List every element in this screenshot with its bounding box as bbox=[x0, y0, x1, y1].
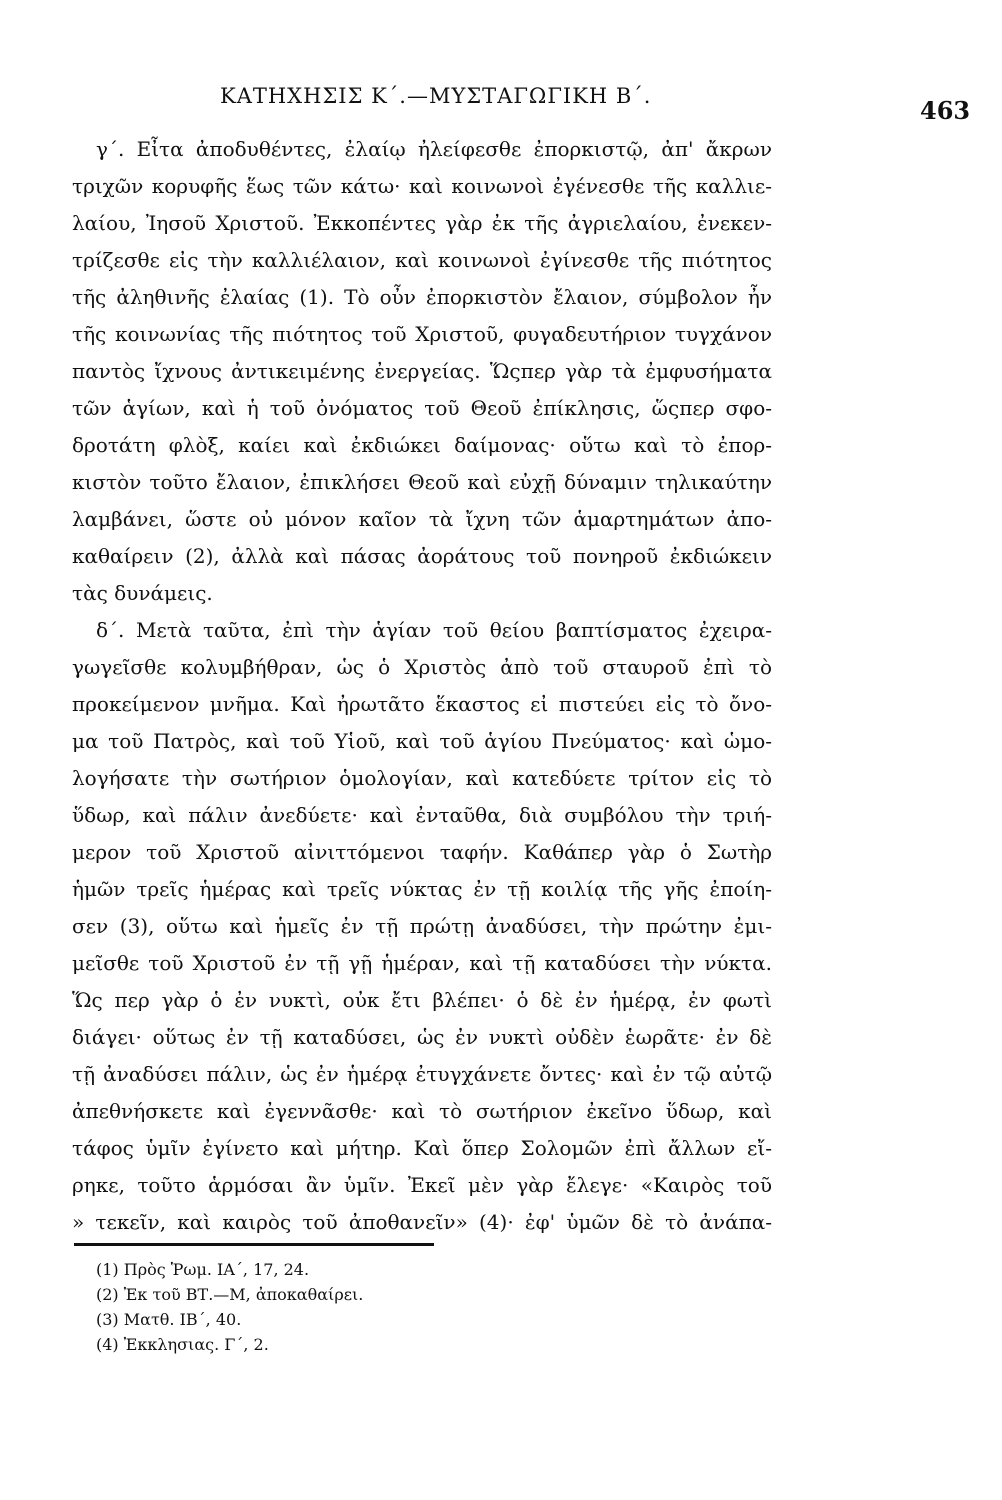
text-line: γωγεῖσθε κολυμβήθραν, ὡς ὁ Χριστὸς ἀπὸ τοῦ σταυροῦ ἐπὶ τὸ bbox=[72, 655, 772, 679]
footnote-rule bbox=[74, 1243, 434, 1246]
text-line: κιστὸν τοῦτο ἔλαιον, ἐπικλήσει Θεοῦ καὶ εὐχῇ δύναμιν τηλικαύτην bbox=[72, 470, 772, 494]
text-line: μα τοῦ Πατρὸς, καὶ τοῦ Υἱοῦ, καὶ τοῦ ἁγίου Πνεύματος· καὶ ὡμο- bbox=[72, 729, 772, 753]
text-line: » τεκεῖν, καὶ καιρὸς τοῦ ἀποθανεῖν» (4)· ἐφ' ὑμῶν δὲ τὸ ἀνάπα- bbox=[72, 1210, 772, 1234]
text-line: σεν (3), οὕτω καὶ ἡμεῖς ἐν τῇ πρώτῃ ἀναδύσει, τὴν πρώτην ἐμι- bbox=[72, 914, 772, 938]
text-line: δ΄. Μετὰ ταῦτα, ἐπὶ τὴν ἁγίαν τοῦ θείου βαπτίσματος ἐχειρα- bbox=[96, 618, 772, 642]
page-number: 463 bbox=[920, 96, 971, 125]
text-line: τῇ ἀναδύσει πάλιν, ὡς ἐν ἡμέρᾳ ἐτυγχάνετε ὄντες· καὶ ἐν τῷ αὐτῷ bbox=[72, 1062, 772, 1086]
text-line: λογήσατε τὴν σωτήριον ὁμολογίαν, καὶ κατεδύετε τρίτον εἰς τὸ bbox=[72, 766, 772, 790]
text-line: μεῖσθε τοῦ Χριστοῦ ἐν τῇ γῇ ἡμέραν, καὶ τῇ καταδύσει τὴν νύκτα. bbox=[72, 951, 772, 975]
text-line: παντὸς ἴχνους ἀντικειμένης ἐνεργείας. Ὥςπερ γὰρ τὰ ἐμφυσήματα bbox=[72, 359, 772, 383]
text-line: ὕδωρ, καὶ πάλιν ἀνεδύετε· καὶ ἐνταῦθα, διὰ συμβόλου τὴν τριή- bbox=[72, 803, 772, 827]
text-line: τρίζεσθε εἰς τὴν καλλιέλαιον, καὶ κοινωνοὶ ἐγίνεσθε τῆς πιότητος bbox=[72, 248, 772, 272]
text-line: τῆς ἀληθινῆς ἐλαίας (1). Τὸ οὖν ἐπορκιστὸν ἔλαιον, σύμβολον ἦν bbox=[72, 285, 772, 309]
text-line: λαμβάνει, ὥστε οὐ μόνον καῖον τὰ ἴχνη τῶν ἁμαρτημάτων ἀπο- bbox=[72, 507, 772, 531]
text-line: ἀπεθνήσκετε καὶ ἐγεννᾶσθε· καὶ τὸ σωτήριον ἐκεῖνο ὕδωρ, καὶ bbox=[72, 1099, 772, 1123]
footnote: (3) Ματθ. ΙΒ΄, 40. bbox=[96, 1310, 242, 1329]
footnote: (4) Ἐκκλησιας. Γ΄, 2. bbox=[96, 1335, 269, 1354]
text-line: τάφος ὑμῖν ἐγίνετο καὶ μήτηρ. Καὶ ὅπερ Σολομῶν ἐπὶ ἄλλων εἴ- bbox=[72, 1136, 772, 1160]
text-line: γ΄. Εἶτα ἀποδυθέντες, ἐλαίῳ ἠλείφεσθε ἐπορκιστῷ, ἀπ' ἄκρων bbox=[96, 137, 772, 161]
text-line: λαίου, Ἰησοῦ Χριστοῦ. Ἐκκοπέντες γὰρ ἐκ τῆς ἀγριελαίου, ἐνεκεν- bbox=[72, 211, 772, 235]
text-line: προκείμενον μνῆμα. Καὶ ἠρωτᾶτο ἕκαστος εἰ πιστεύει εἰς τὸ ὄνο- bbox=[72, 692, 772, 716]
running-head: ΚΑΤΗΧΗΣΙΣ Κ΄.—ΜΥΣΤΑΓΩΓΙΚΗ Β΄. bbox=[220, 84, 652, 108]
text-line: τὰς δυνάμεις. bbox=[72, 581, 213, 605]
text-line: διάγει· οὕτως ἐν τῇ καταδύσει, ὡς ἐν νυκτὶ οὐδὲν ἑωρᾶτε· ἐν δὲ bbox=[72, 1025, 772, 1049]
text-line: ἡμῶν τρεῖς ἡμέρας καὶ τρεῖς νύκτας ἐν τῇ κοιλίᾳ τῆς γῆς ἐποίη- bbox=[72, 877, 772, 901]
footnote: (1) Πρὸς Ῥωμ. ΙΑ΄, 17, 24. bbox=[96, 1260, 310, 1279]
text-line: δροτάτη φλὸξ, καίει καὶ ἐκδιώκει δαίμονας· οὕτω καὶ τὸ ἐπορ- bbox=[72, 433, 772, 457]
footnote: (2) Ἐκ τοῦ ΒΤ.—Μ, ἀποκαθαίρει. bbox=[96, 1285, 364, 1304]
text-line: τῶν ἁγίων, καὶ ἡ τοῦ ὀνόματος τοῦ Θεοῦ ἐπίκλησις, ὥςπερ σφο- bbox=[72, 396, 772, 420]
text-line: τῆς κοινωνίας τῆς πιότητος τοῦ Χριστοῦ, φυγαδευτήριον τυγχάνον bbox=[72, 322, 772, 346]
text-line: Ὥς περ γὰρ ὁ ἐν νυκτὶ, οὐκ ἔτι βλέπει· ὁ δὲ ἐν ἡμέρᾳ, ἐν φωτὶ bbox=[72, 988, 772, 1012]
text-line: ρηκε, τοῦτο ἁρμόσαι ἂν ὑμῖν. Ἐκεῖ μὲν γὰρ ἔλεγε· «Καιρὸς τοῦ bbox=[72, 1173, 772, 1197]
text-line: τριχῶν κορυφῆς ἕως τῶν κάτω· καὶ κοινωνοὶ ἐγένεσθε τῆς καλλιε- bbox=[72, 174, 772, 198]
text-line: μερον τοῦ Χριστοῦ αἰνιττόμενοι ταφήν. Καθάπερ γὰρ ὁ Σωτὴρ bbox=[72, 840, 772, 864]
text-line: καθαίρειν (2), ἀλλὰ καὶ πάσας ἀοράτους τοῦ πονηροῦ ἐκδιώκειν bbox=[72, 544, 772, 568]
